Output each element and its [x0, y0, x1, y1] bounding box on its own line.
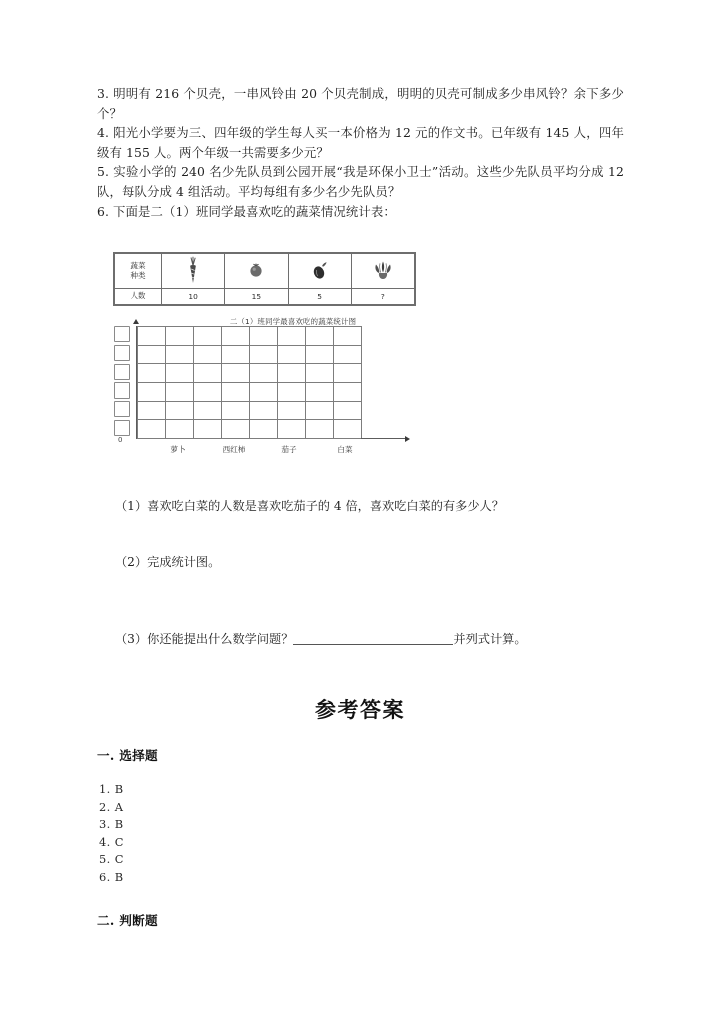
grid-cell[interactable] [306, 364, 334, 383]
x-axis-label-cabbage: 白菜 [337, 445, 353, 454]
y-axis-arrow-icon [133, 319, 139, 324]
y-axis-box[interactable] [114, 401, 130, 417]
answer-key-title: 参考答案 [315, 697, 405, 722]
grid-row [138, 327, 362, 346]
vegetable-bar-chart [113, 316, 423, 464]
count-cabbage: ? [351, 289, 414, 305]
grid-cell[interactable] [250, 327, 278, 346]
count-carrot: 10 [162, 289, 225, 305]
y-axis-box[interactable] [114, 420, 130, 436]
grid-cell[interactable] [334, 364, 362, 383]
y-axis-box[interactable] [114, 326, 130, 342]
grid-cell[interactable] [194, 345, 222, 364]
grid-cell[interactable] [306, 420, 334, 439]
row-header-line2: 种类 [130, 271, 146, 280]
grid-cell[interactable] [278, 382, 306, 401]
grid-cell[interactable] [138, 345, 166, 364]
problem-5: 5. 实验小学的 240 名少先队员到公园开展“我是环保小卫士”活动。这些少先队员平均分成 12 队，每队分成 4 组活动。平均每组有多少名少先队员？ [97, 164, 624, 199]
table-row-icons [115, 254, 415, 289]
x-axis-arrow-icon [405, 436, 410, 442]
grid-cell[interactable] [166, 401, 194, 420]
tomato-icon [248, 262, 264, 280]
cell-cabbage [351, 254, 414, 289]
grid-cell[interactable] [138, 382, 166, 401]
grid-cell[interactable] [278, 364, 306, 383]
row-header-vegetable-type [115, 254, 162, 289]
grid-cell[interactable] [222, 420, 250, 439]
grid-cell[interactable] [334, 401, 362, 420]
problem-6: 6. 下面是二（1）班同学最喜欢吃的蔬菜情况统计表： [97, 203, 396, 219]
answer-item: 5. C [99, 852, 124, 867]
grid-cell[interactable] [222, 401, 250, 420]
x-axis-labels [136, 444, 361, 458]
grid-cell[interactable] [306, 327, 334, 346]
grid-cell[interactable] [278, 420, 306, 439]
grid-cell[interactable] [166, 345, 194, 364]
grid-cell[interactable] [222, 364, 250, 383]
y-axis-box[interactable] [114, 345, 130, 361]
grid-cell[interactable] [278, 327, 306, 346]
carrot-icon [187, 256, 199, 286]
grid-cell[interactable] [194, 420, 222, 439]
grid-row [138, 420, 362, 439]
answer-item: 3. B [99, 817, 124, 832]
grid-cell[interactable] [334, 345, 362, 364]
count-eggplant: 5 [288, 289, 351, 305]
origin-label: 0 [118, 436, 123, 444]
grid-cell[interactable] [250, 345, 278, 364]
sub-question-3-prefix: （3）你还能提出什么数学问题？ [115, 632, 294, 646]
answer-item: 2. A [99, 799, 124, 814]
grid-cell[interactable] [166, 420, 194, 439]
grid-cell[interactable] [278, 401, 306, 420]
grid-cell[interactable] [166, 364, 194, 383]
grid-cell[interactable] [334, 382, 362, 401]
grid-cell[interactable] [278, 345, 306, 364]
eggplant-icon [312, 260, 328, 282]
grid-row [138, 345, 362, 364]
grid-cell[interactable] [306, 345, 334, 364]
grid-cell[interactable] [250, 401, 278, 420]
grid-cell[interactable] [194, 401, 222, 420]
cell-carrot [162, 254, 225, 289]
x-axis-extension [361, 438, 407, 439]
cell-eggplant [288, 254, 351, 289]
y-axis-box[interactable] [114, 364, 130, 380]
grid-cell[interactable] [250, 382, 278, 401]
sub-question-3-suffix: 并列式计算。 [453, 632, 527, 646]
answer-list-choice [99, 781, 299, 887]
grid-cell[interactable] [138, 327, 166, 346]
x-axis-label-eggplant: 茄子 [281, 445, 297, 454]
grid-cell[interactable] [306, 382, 334, 401]
grid-cell[interactable] [138, 420, 166, 439]
grid-cell[interactable] [250, 364, 278, 383]
grid-cell[interactable] [222, 345, 250, 364]
grid-cell[interactable] [138, 401, 166, 420]
problem-4: 4. 阳光小学要为三、四年级的学生每人买一本价格为 12 元的作文书。已年级有 145 人，四年级有 155 人。两个年级一共需要多少元？ [97, 125, 624, 160]
problem-3: 3. 明明有 216 个贝壳，一串风铃由 20 个贝壳制成，明明的贝壳可制成多少串风铃？余下多少个？ [97, 86, 624, 121]
x-axis-label-tomato: 西红柿 [222, 445, 246, 454]
sub-question-2: （2）完成统计图。 [115, 555, 221, 569]
grid-row [138, 401, 362, 420]
grid-cell[interactable] [306, 401, 334, 420]
count-tomato: 15 [225, 289, 288, 305]
cell-tomato [225, 254, 288, 289]
grid-cell[interactable] [194, 327, 222, 346]
grid-cell[interactable] [334, 420, 362, 439]
answer-section-heading-choice: 一. 选择题 [97, 748, 158, 763]
y-axis-box[interactable] [114, 382, 130, 398]
chart-grid [136, 326, 361, 439]
x-axis-label-radish: 萝卜 [170, 445, 186, 454]
grid-cell[interactable] [166, 327, 194, 346]
row-header-count: 人数 [115, 289, 162, 305]
grid-cell[interactable] [222, 382, 250, 401]
table-row-counts [115, 289, 415, 305]
grid-cell[interactable] [334, 327, 362, 346]
vegetable-statistics-table [113, 252, 416, 306]
problem-list [97, 84, 624, 221]
answer-item: 1. B [99, 782, 124, 796]
grid-cell[interactable] [194, 382, 222, 401]
answer-item: 6. B [99, 869, 124, 884]
sub-question-3 [115, 630, 527, 648]
answer-item: 4. C [99, 834, 124, 849]
cabbage-icon [372, 259, 394, 283]
y-axis-value-boxes [114, 326, 131, 439]
answer-blank-line[interactable] [293, 633, 453, 645]
grid-cell[interactable] [166, 382, 194, 401]
grid-cell[interactable] [194, 364, 222, 383]
chart-title: 二（1）班同学最喜欢吃的蔬菜统计图 [229, 317, 357, 326]
answer-section-heading-truefalse: 二. 判断题 [97, 913, 158, 928]
grid-row [138, 382, 362, 401]
row-header-line1: 蔬菜 [130, 260, 146, 270]
grid-cell[interactable] [250, 420, 278, 439]
grid-row [138, 364, 362, 383]
sub-question-1: （1）喜欢吃白菜的人数是喜欢吃茄子的 4 倍，喜欢吃白菜的有多少人？ [115, 499, 504, 513]
grid-cell[interactable] [138, 364, 166, 383]
grid-cell[interactable] [222, 327, 250, 346]
